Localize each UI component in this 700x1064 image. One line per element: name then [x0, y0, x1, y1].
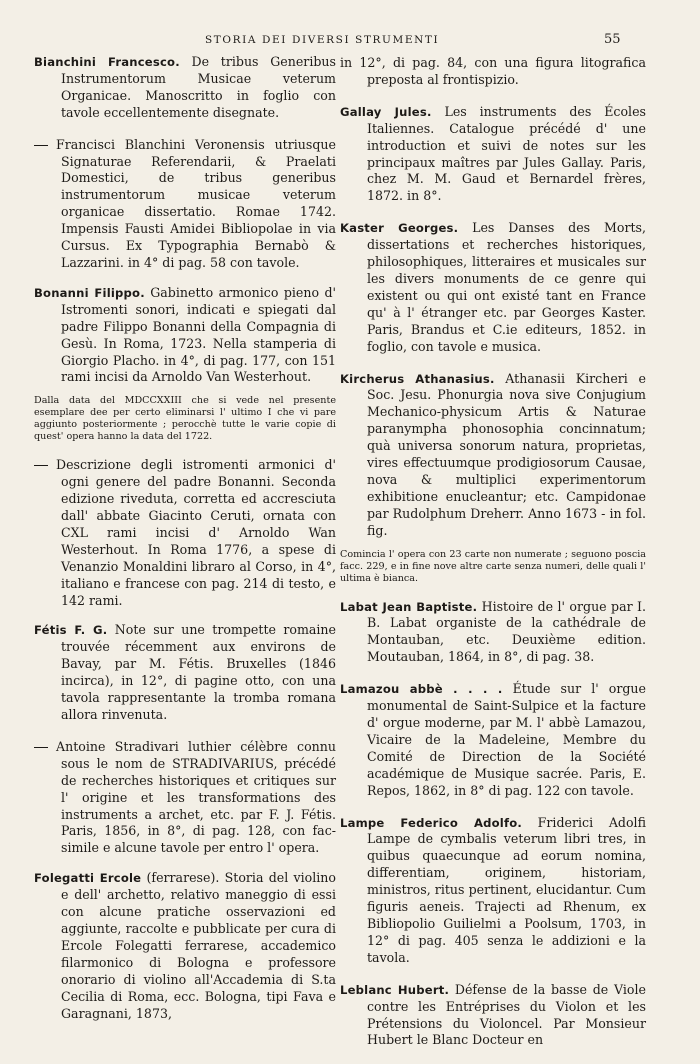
entry-heading: Labat Jean Baptiste. — [340, 599, 478, 614]
bibliography-entry — [340, 599, 646, 667]
entry-text: De tribus Generibus Instrumentorum Musicae veterum Organicae. Manoscritto in foglio con tavole eccellentemente disegnate. — [61, 54, 336, 120]
entry-heading: Fétis F. G. — [34, 623, 108, 638]
page-number: 55 — [604, 32, 621, 47]
entry-heading: Folegatti Ercole — [34, 871, 142, 886]
bibliography-entry — [34, 285, 336, 386]
right-column — [340, 55, 646, 1064]
sub-entry — [34, 457, 336, 609]
entry-heading: Bonanni Filippo. — [34, 285, 145, 300]
entry-text: Athanasii Kircheri e Soc. Jesu. Phonurgia nova sive Conjugium Mechanico-physicum Artis & Naturae paranympha phonosophia concinnatum; quà universa sonorum natura, proprietas, vires effectuumque prodigiosorum Causae, nova & multiplici experimentorum exhibitione enucleantur; etc. Campidonae par Rudolphum Dreherr. Anno 1673 - in fol. fig. — [367, 370, 646, 538]
entry-text: Histoire de l' orgue par I. B. Labat organiste de la cathédrale de Montauban, etc. Deuxième edition. Moutauban, 1864, in 8°, di pag. 38. — [367, 598, 647, 665]
sub-entry — [34, 739, 336, 857]
sub-entry — [34, 137, 336, 272]
bibliography-entry — [340, 371, 646, 540]
footnote: Comincia l' opera con 23 carte non numerate ; seguono poscia facc. 229, e in fine nove altre carte senza numeri, delle quali l' ultima è bianca. — [340, 548, 646, 584]
bibliography-entry — [340, 681, 646, 799]
bibliography-entry — [340, 220, 646, 355]
left-column — [34, 54, 336, 1037]
entry-heading: Lamazou abbè . . . . — [340, 682, 503, 697]
bibliography-entry — [34, 622, 336, 723]
sub-entry-text: Francisci Blanchini Veronensis utriusque Signaturae Referendarii, & Praelati Domestici, de tribus generibus instrumentorum musicae veterum organicae dissertatio. Romae 1742. Impensis Fausti Amidei Bibliopolae in via Cursus. Ex Typographia Bernabò & Lazzarini. in 4° di pag. 58 con tavole. — [56, 136, 336, 270]
entry-heading: Gallay Jules. — [340, 104, 432, 119]
entry-text: Friderici Adolfi Lampe de cymbalis veterum libri tres, in quibus quaecunque ad eorum nomina, differentiam, originem, historiam, ministros, ritus pertinent, elucidantur. Cum figuris aeneis. Trajecti ad Rhenum, ex Bibliopolio Guilielmi a Poolsum, 1703, in 12° di pag. 405 senza le addizioni e la tavola. — [367, 814, 646, 965]
entry-heading: Lampe Federico Adolfo. — [340, 815, 522, 830]
entry-heading: Leblanc Hubert. — [340, 982, 450, 997]
continued-entry: in 12°, di pag. 84, con una figura litografica preposta al frontispizio. — [340, 55, 646, 87]
entry-heading: Bianchini Francesco. — [34, 55, 180, 69]
entry-text: Les instruments des Écoles Italiennes. Catalogue précédé d' une introduction et suivi de notes sur les principaux maîtres par Jules Gallay. Paris, chez M. M. Gaud et Bernardel frères, 1872. in 8°. — [367, 103, 646, 204]
entry-text: Les Danses des Morts, dissertations et recherches historiques, philosophiques, litteraires et musicales sur les divers monuments de ce genre qui existent ou qui ont existé tant en France qu' à l' étranger etc. par Georges Kaster. Paris, Brandus et C.ie editeurs, 1852. in foglio, con tavole e musica. — [367, 220, 647, 354]
entry-text: Défense de la basse de Viole contre les Entréprises du Violon et les Prétensions du Violoncel. Par Monsieur Hubert le Blanc Docteur en — [367, 981, 646, 1048]
entry-text: Note sur une trompette romaine trouvée récemment aux environs de Bavay, par M. Fétis. Bruxelles (1846 incirca), in 12°, di pagine otto, con una tavola rappresentante la tromba romana allora rinvenuta. — [61, 622, 336, 722]
bibliography-entry — [340, 104, 646, 205]
dash-mark — [34, 747, 48, 748]
bibliography-entry — [34, 870, 336, 1022]
dash-mark — [34, 465, 48, 466]
bibliography-entry — [340, 815, 646, 967]
dash-mark — [34, 145, 48, 146]
entry-text: Gabinetto armonico pieno d' Istromenti sonori, indicati e spiegati dal padre Filippo Bonanni della Compagnia di Gesù. In Roma, 1723. Nella stamperia di Giorgio Placho. in 4°, di pag. 177, con 151 rami incisi da Arnoldo Van Westerhout. — [61, 284, 337, 385]
sub-entry-text: Descrizione degli istromenti armonici d' ogni genere del padre Bonanni. Seconda edizione riveduta, corretta ed accresciuta dall' abbate Giacinto Ceruti, ornata con CXL rami incisi d' Arnoldo Wan Westerhout. In Roma 1776, a spese di Venanzio Monaldini libraro al Corso, in 4°, italiano e francese con pag. 214 di testo, e 142 rami. — [56, 457, 336, 608]
entry-heading: Kaster Georges. — [340, 221, 459, 236]
entry-text: (ferrarese). Storia del violino e dell' archetto, relativo maneggio di essi con alcune pratiche osservazioni ed aggiunte, raccolte e pubblicate per cura di Ercole Folegatti ferrarese, accademico filarmonico di Bologna e professore onorario di violino all'Accademia di S.ta Cecilia di Roma, ecc. Bologna, tipi Fava e Garagnani, 1873, — [61, 870, 336, 1021]
entry-heading: Kircherus Athanasius. — [340, 371, 495, 386]
bibliography-entry — [340, 982, 646, 1050]
running-title: STORIA DEI DIVERSI STRUMENTI — [205, 34, 440, 46]
footnote: Dalla data del MDCCXXIII che si vede nel presente esemplare dee per certo eliminarsi l' ultimo I che vi pare aggiunto posteriormente ; perocchè tutte le varie copie di quest' opera hanno la data del 1722. — [34, 395, 336, 443]
sub-entry-text: Antoine Stradivari luthier célèbre connu sous le nom de STRADIVARIUS, précédé de recherches historiques et critiques sur l' origine et les transformations des instruments a archet, etc. par F. J. Fétis. Paris, 1856, in 8°, di pag. 128, con fac-simile e alcune tavole per entro l' opera. — [56, 738, 336, 856]
bibliography-entry — [34, 54, 336, 122]
entry-text: Étude sur l' orgue monumental de Saint-Sulpice et la facture d' orgue moderne, par M. l' abbè Lamazou, Vicaire de la Madeleine, Membre du Comité de Direction de la Société académique de Musique sacrée. Paris, E. Repos, 1862, in 8° di pag. 122 con tavole. — [367, 681, 646, 798]
